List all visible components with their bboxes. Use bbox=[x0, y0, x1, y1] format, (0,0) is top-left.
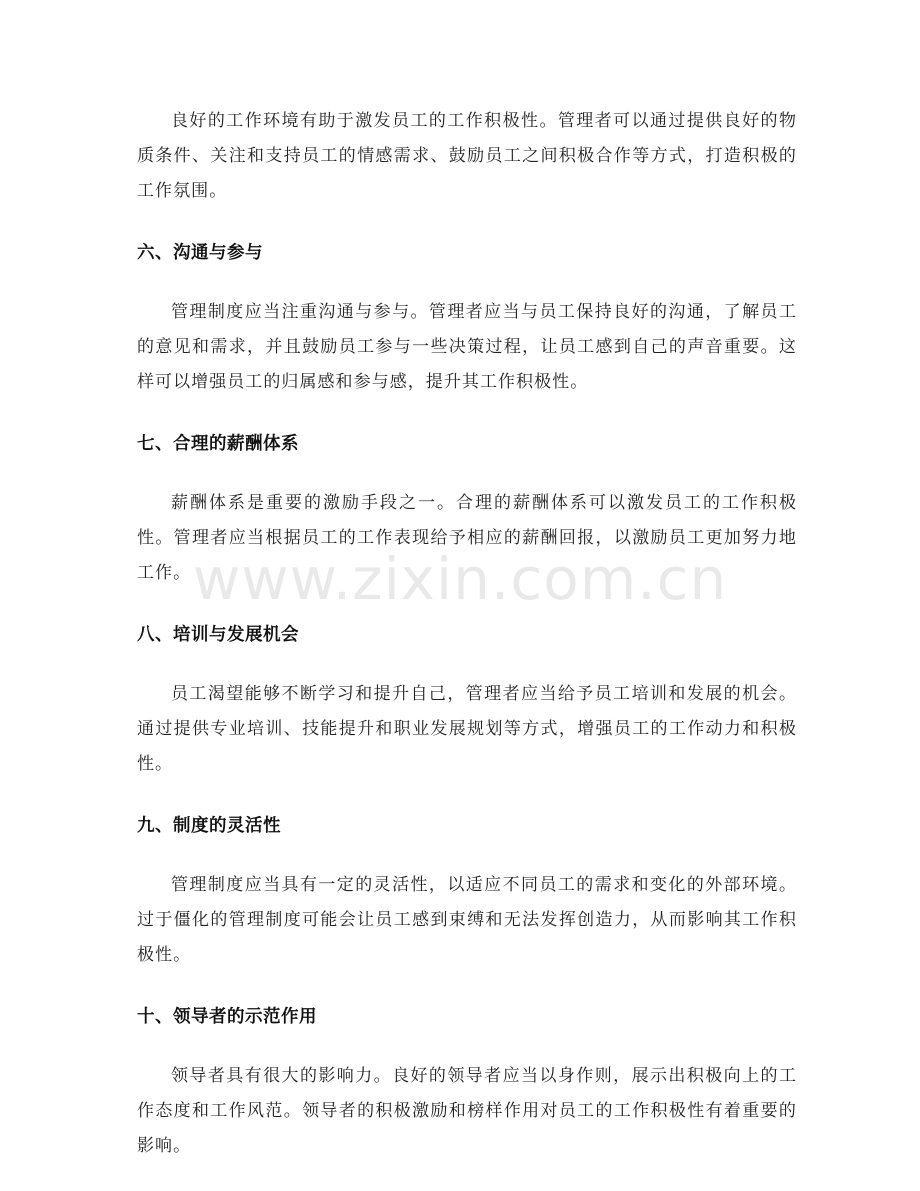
intro-paragraph: 良好的工作环境有助于激发员工的工作积极性。管理者可以通过提供良好的物质条件、关注和支持员工的情感需求、鼓励员工之间积极合作等方式，打造积极的工作氛围。 bbox=[137, 111, 797, 201]
watermark: www.zixin.com.cn bbox=[192, 545, 728, 613]
section-paragraph-8: 员工渴望能够不断学习和提升自己，管理者应当给予员工培训和发展的机会。通过提供专业培训、技能提升和职业发展规划等方式，增强员工的工作动力和积极性。 bbox=[137, 684, 797, 774]
document-body bbox=[137, 104, 797, 1164]
section-paragraph-10: 领导者具有很大的影响力。良好的领导者应当以身作则，展示出积极向上的工作态度和工作风范。领导者的积极激励和榜样作用对员工的工作积极性有着重要的影响。 bbox=[137, 1066, 797, 1156]
section-heading-10: 十、领导者的示范作用 bbox=[137, 1007, 317, 1027]
section-paragraph-9: 管理制度应当具有一定的灵活性，以适应不同员工的需求和变化的外部环境。过于僵化的管理制度可能会让员工感到束缚和无法发挥创造力，从而影响其工作积极性。 bbox=[137, 875, 797, 965]
section-heading-9: 九、制度的灵活性 bbox=[137, 816, 281, 836]
section-heading-7: 七、合理的薪酬体系 bbox=[137, 434, 299, 454]
section-heading-6: 六、沟通与参与 bbox=[137, 243, 263, 263]
section-paragraph-7: 薪酬体系是重要的激励手段之一。合理的薪酬体系可以激发员工的工作积极性。管理者应当根据员工的工作表现给予相应的薪酬回报，以激励员工更加努力地工作。 bbox=[137, 493, 797, 583]
section-heading-8: 八、培训与发展机会 bbox=[137, 625, 299, 645]
section-paragraph-6: 管理制度应当注重沟通与参与。管理者应当与员工保持良好的沟通，了解员工的意见和需求，并且鼓励员工参与一些决策过程，让员工感到自己的声音重要。这样可以增强员工的归属感和参与感，提升其工作积极性。 bbox=[137, 302, 797, 392]
